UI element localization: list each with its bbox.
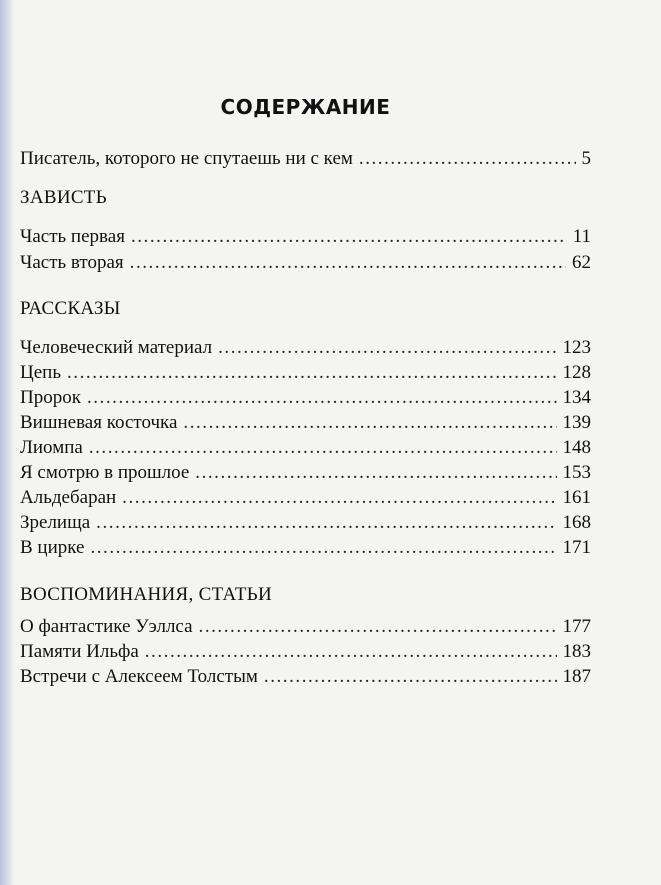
toc-entry bbox=[20, 535, 591, 561]
dot-leader bbox=[145, 639, 557, 665]
toc-entry bbox=[20, 639, 591, 665]
toc-entry bbox=[20, 360, 591, 386]
toc-entry bbox=[20, 385, 591, 411]
dot-leader bbox=[264, 664, 557, 690]
toc-entry-page: 171 bbox=[562, 537, 591, 558]
toc-title: СОДЕРЖАНИЕ bbox=[220, 95, 391, 119]
toc-entry bbox=[20, 435, 591, 461]
dot-leader bbox=[122, 485, 556, 511]
toc-entry-label: Альдебаран bbox=[20, 487, 117, 508]
toc-entry-label: Пророк bbox=[20, 387, 81, 408]
dot-leader bbox=[183, 410, 556, 436]
toc-entry bbox=[20, 460, 591, 486]
toc-entry-page: 62 bbox=[572, 252, 591, 273]
toc-entry-label: Зрелища bbox=[20, 512, 91, 533]
toc-entry-label: В цирке bbox=[20, 537, 85, 558]
dot-leader bbox=[130, 250, 566, 276]
toc-entry bbox=[20, 510, 591, 536]
toc-entry-page: 153 bbox=[562, 462, 591, 483]
dot-leader bbox=[87, 385, 557, 411]
toc-entry-page: 148 bbox=[562, 437, 591, 458]
toc-entry-intro bbox=[20, 146, 591, 172]
toc-entry-label: Вишневая косточка bbox=[20, 412, 178, 433]
toc-entry-page: 5 bbox=[581, 148, 591, 169]
toc-entry-label: Часть вторая bbox=[20, 252, 124, 273]
toc-entry-page: 177 bbox=[562, 616, 591, 637]
toc-entry-page: 128 bbox=[562, 362, 591, 383]
toc-entry-label: Цепь bbox=[20, 362, 61, 383]
toc-entry bbox=[20, 250, 591, 276]
toc-entry-label: Часть первая bbox=[20, 226, 125, 247]
toc-entry-label: Лиомпа bbox=[20, 437, 83, 458]
toc-entry-label: Писатель, которого не спутаешь ни с кем bbox=[20, 148, 353, 169]
section-heading-stories: РАССКАЗЫ bbox=[20, 298, 121, 319]
toc-entry-label: О фантастике Уэллса bbox=[20, 616, 193, 637]
toc-entry-page: 168 bbox=[562, 512, 591, 533]
toc-entry bbox=[20, 224, 591, 250]
toc-entry-page: 134 bbox=[562, 387, 591, 408]
toc-entry-label: Памяти Ильфа bbox=[20, 641, 139, 662]
dot-leader bbox=[195, 460, 556, 486]
toc-entry bbox=[20, 485, 591, 511]
table-of-contents bbox=[20, 0, 591, 885]
page-edge-shadow bbox=[0, 0, 14, 885]
toc-entry bbox=[20, 664, 591, 690]
toc-entry bbox=[20, 614, 591, 640]
section-heading-envy: ЗАВИСТЬ bbox=[20, 187, 107, 208]
toc-entry-label: Человеческий материал bbox=[20, 337, 213, 358]
toc-entry-page: 161 bbox=[562, 487, 591, 508]
toc-entry-page: 183 bbox=[562, 641, 591, 662]
dot-leader bbox=[96, 510, 556, 536]
dot-leader bbox=[218, 335, 556, 361]
toc-entry-page: 139 bbox=[562, 412, 591, 433]
toc-entry-page: 187 bbox=[562, 666, 591, 687]
dot-leader bbox=[90, 535, 556, 561]
dot-leader bbox=[359, 146, 576, 172]
dot-leader bbox=[199, 614, 557, 640]
toc-entry-label: Встречи с Алексеем Толстым bbox=[20, 666, 258, 687]
toc-entry bbox=[20, 335, 591, 361]
toc-entry-page: 123 bbox=[562, 337, 591, 358]
section-heading-memoirs: ВОСПОМИНАНИЯ, СТАТЬИ bbox=[20, 584, 273, 605]
toc-entry bbox=[20, 410, 591, 436]
dot-leader bbox=[67, 360, 557, 386]
dot-leader bbox=[89, 435, 557, 461]
dot-leader bbox=[131, 224, 567, 250]
toc-entry-page: 11 bbox=[572, 226, 591, 247]
toc-entry-label: Я смотрю в прошлое bbox=[20, 462, 190, 483]
